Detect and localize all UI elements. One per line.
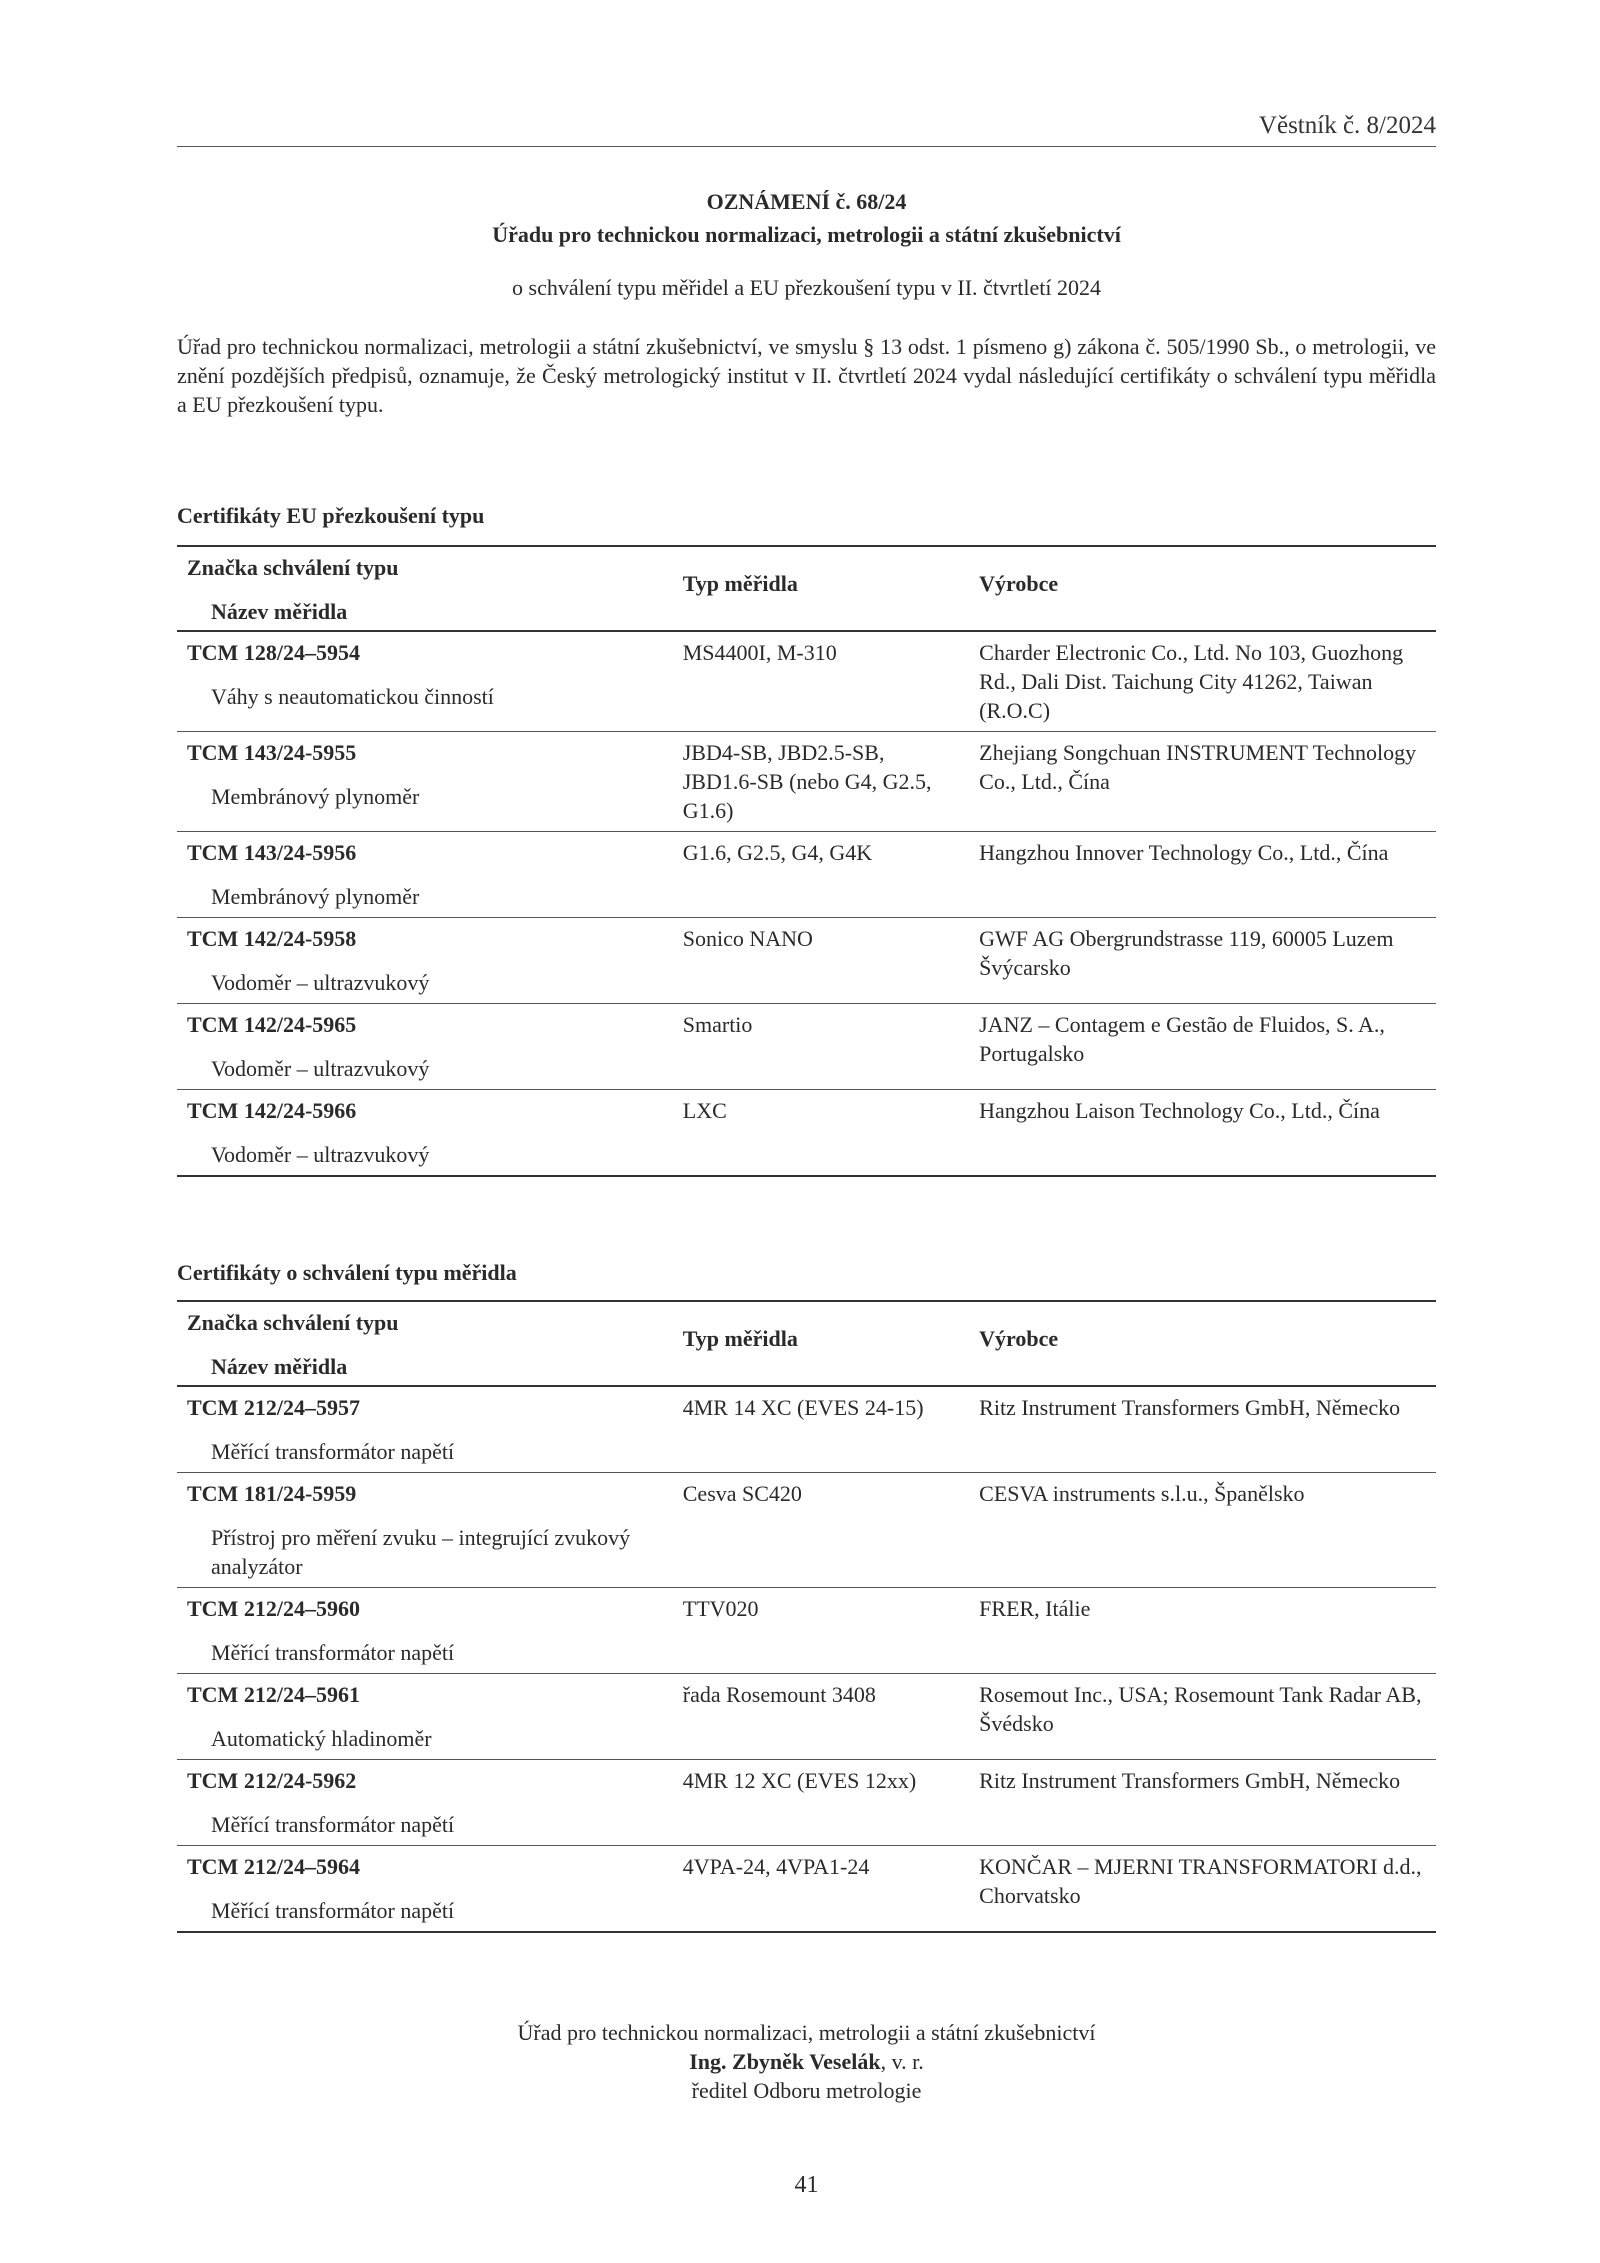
table-header-row [177,1301,1436,1386]
manufacturer: Ritz Instrument Transformers GmbH, Německo [979,1768,1401,1793]
instrument-name: Automatický hladinoměr [211,1726,432,1751]
manufacturer: FRER, Itálie [979,1596,1091,1621]
approval-certificates-table [177,1300,1436,1933]
eu-section-title: Certifikáty EU přezkoušení typu [177,503,485,528]
table-row [177,1386,1436,1473]
manufacturer-cell [969,1004,1436,1090]
instrument-type-cell [673,1674,969,1760]
instrument-type: 4MR 14 XC (EVES 24-15) [682,1395,924,1420]
instrument-type-cell [673,732,969,832]
code-name-cell [177,1386,673,1473]
instrument-type: G1.6, G2.5, G4, G4K [682,840,873,865]
manufacturer-cell [969,631,1436,732]
table-row [177,918,1436,1004]
code-name-cell [177,1588,673,1674]
instrument-type: 4MR 12 XC (EVES 12xx) [682,1768,917,1793]
instrument-name: Vodoměr – ultrazvukový [211,970,430,995]
instrument-type-cell [673,918,969,1004]
instrument-type: TTV020 [682,1596,759,1621]
table-row [177,1090,1436,1177]
approval-code: TCM 212/24–5961 [187,1682,360,1707]
instrument-name: Váhy s neautomatickou činností [211,684,494,709]
manufacturer-cell [969,1674,1436,1760]
manufacturer: Charder Electronic Co., Ltd. No 103, Guozhong Rd., Dali Dist. Taichung City 41262, Taiwan (R.O.C) [979,640,1404,723]
table-row [177,1473,1436,1588]
code-name-cell [177,732,673,832]
instrument-type-cell [673,1588,969,1674]
manufacturer: Zhejiang Songchuan INSTRUMENT Technology Co., Ltd., Čína [979,740,1417,794]
instrument-type: 4VPA-24, 4VPA1-24 [682,1854,870,1879]
table-row [177,631,1436,732]
instrument-type-cell [673,1386,969,1473]
instrument-type-cell [673,1473,969,1588]
approval-code: TCM 142/24-5966 [187,1098,357,1123]
instrument-name: Vodoměr – ultrazvukový [211,1142,430,1167]
instrument-type-cell [673,631,969,732]
code-name-cell [177,1846,673,1933]
header-manufacturer: Výrobce [979,1326,1059,1351]
notice-title: OZNÁMENÍ č. 68/24 [706,189,907,214]
page-number: 41 [794,2172,819,2198]
instrument-name: Měřící transformátor napětí [211,1439,455,1464]
approval-code: TCM 128/24–5954 [187,640,360,665]
manufacturer-cell [969,1760,1436,1846]
header-code: Značka schválení typu [187,555,399,580]
signature-block [177,2018,1436,2105]
instrument-name: Membránový plynoměr [211,784,420,809]
code-name-cell [177,918,673,1004]
code-name-cell [177,1473,673,1588]
instrument-type-cell [673,832,969,918]
signature-role: ředitel Odboru metrologie [691,2078,922,2103]
code-name-cell [177,1760,673,1846]
approval-code: TCM 181/24-5959 [187,1481,357,1506]
manufacturer-cell [969,832,1436,918]
bulletin-header: Věstník č. 8/2024 [1258,112,1436,139]
notice-subject: o schválení typu měřidel a EU přezkoušení typu v II. čtvrtletí 2024 [512,275,1101,300]
header-manufacturer: Výrobce [979,571,1059,596]
code-name-cell [177,832,673,918]
approval-code: TCM 212/24-5962 [187,1768,357,1793]
instrument-name: Měřící transformátor napětí [211,1812,455,1837]
approval-section-title: Certifikáty o schválení typu měřidla [177,1260,517,1285]
manufacturer-cell [969,1473,1436,1588]
approval-code: TCM 212/24–5960 [187,1596,360,1621]
manufacturer: Rosemout Inc., USA; Rosemount Tank Radar AB, Švédsko [979,1682,1422,1736]
header-name: Název měřidla [211,1354,348,1379]
notice-title-block [177,185,1436,301]
header-type: Typ měřidla [682,1326,798,1351]
instrument-type: MS4400I, M-310 [682,640,837,665]
approval-code: TCM 143/24-5955 [187,740,357,765]
table-row [177,1588,1436,1674]
approval-code: TCM 143/24-5956 [187,840,357,865]
table-header-row [177,546,1436,631]
code-name-cell [177,631,673,732]
instrument-name: Přístroj pro měření zvuku – integrující zvukový analyzátor [211,1525,631,1579]
code-name-cell [177,1004,673,1090]
manufacturer: GWF AG Obergrundstrasse 119, 60005 Luzem Švýcarsko [979,926,1394,980]
manufacturer-cell [969,1588,1436,1674]
instrument-type: JBD4-SB, JBD2.5-SB, JBD1.6-SB (nebo G4, G2.5, G1.6) [682,740,932,823]
table-row [177,1004,1436,1090]
table-row [177,732,1436,832]
manufacturer: JANZ – Contagem e Gestão de Fluidos, S. A., Portugalsko [979,1012,1385,1066]
instrument-type: Smartio [682,1012,753,1037]
manufacturer-cell [969,1386,1436,1473]
instrument-type: Sonico NANO [682,926,813,951]
table-row [177,1846,1436,1933]
instrument-type-cell [673,1846,969,1933]
code-name-cell [177,1090,673,1177]
manufacturer: Hangzhou Innover Technology Co., Ltd., Čína [979,840,1389,865]
manufacturer-cell [969,1090,1436,1177]
instrument-type: LXC [682,1098,727,1123]
signature-name-suffix: , v. r. [880,2049,924,2074]
instrument-name: Membránový plynoměr [211,884,420,909]
manufacturer-cell [969,918,1436,1004]
instrument-name: Měřící transformátor napětí [211,1898,455,1923]
instrument-type: řada Rosemount 3408 [682,1682,876,1707]
table-row [177,832,1436,918]
manufacturer: Hangzhou Laison Technology Co., Ltd., Čína [979,1098,1380,1123]
signature-name: Ing. Zbyněk Veselák [689,2049,881,2074]
code-name-cell [177,1674,673,1760]
intro-paragraph: Úřad pro technickou normalizaci, metrologii a státní zkušebnictví, ve smyslu § 13 odst. 1 písmeno g) zákona č. 505/1990 Sb., o metrologii, ve znění pozdějších předpisů, oznamuje, že Český metrologický institut v II. čtvrtletí 2024 vydal následující certifikáty o schválení typu měřidla a EU přezkoušení typu. [177,334,1436,417]
approval-code: TCM 142/24-5958 [187,926,357,951]
header-rule [177,146,1436,147]
instrument-name: Vodoměr – ultrazvukový [211,1056,430,1081]
approval-code: TCM 212/24–5957 [187,1395,360,1420]
header-type: Typ měřidla [682,571,798,596]
instrument-name: Měřící transformátor napětí [211,1640,455,1665]
header-name: Název měřidla [211,599,348,624]
manufacturer-cell [969,1846,1436,1933]
notice-authority: Úřadu pro technickou normalizaci, metrologii a státní zkušebnictví [492,222,1121,247]
instrument-type-cell [673,1760,969,1846]
manufacturer-cell [969,732,1436,832]
table-row [177,1760,1436,1846]
instrument-type-cell [673,1090,969,1177]
approval-code: TCM 142/24-5965 [187,1012,357,1037]
header-code: Značka schválení typu [187,1310,399,1335]
manufacturer: Ritz Instrument Transformers GmbH, Německo [979,1395,1401,1420]
eu-certificates-table [177,545,1436,1177]
table-row [177,1674,1436,1760]
manufacturer: KONČAR – MJERNI TRANSFORMATORI d.d., Chorvatsko [979,1854,1422,1908]
approval-code: TCM 212/24–5964 [187,1854,360,1879]
instrument-type: Cesva SC420 [682,1481,802,1506]
signature-authority: Úřad pro technickou normalizaci, metrologii a státní zkušebnictví [517,2020,1096,2045]
instrument-type-cell [673,1004,969,1090]
manufacturer: CESVA instruments s.l.u., Španělsko [979,1481,1305,1506]
